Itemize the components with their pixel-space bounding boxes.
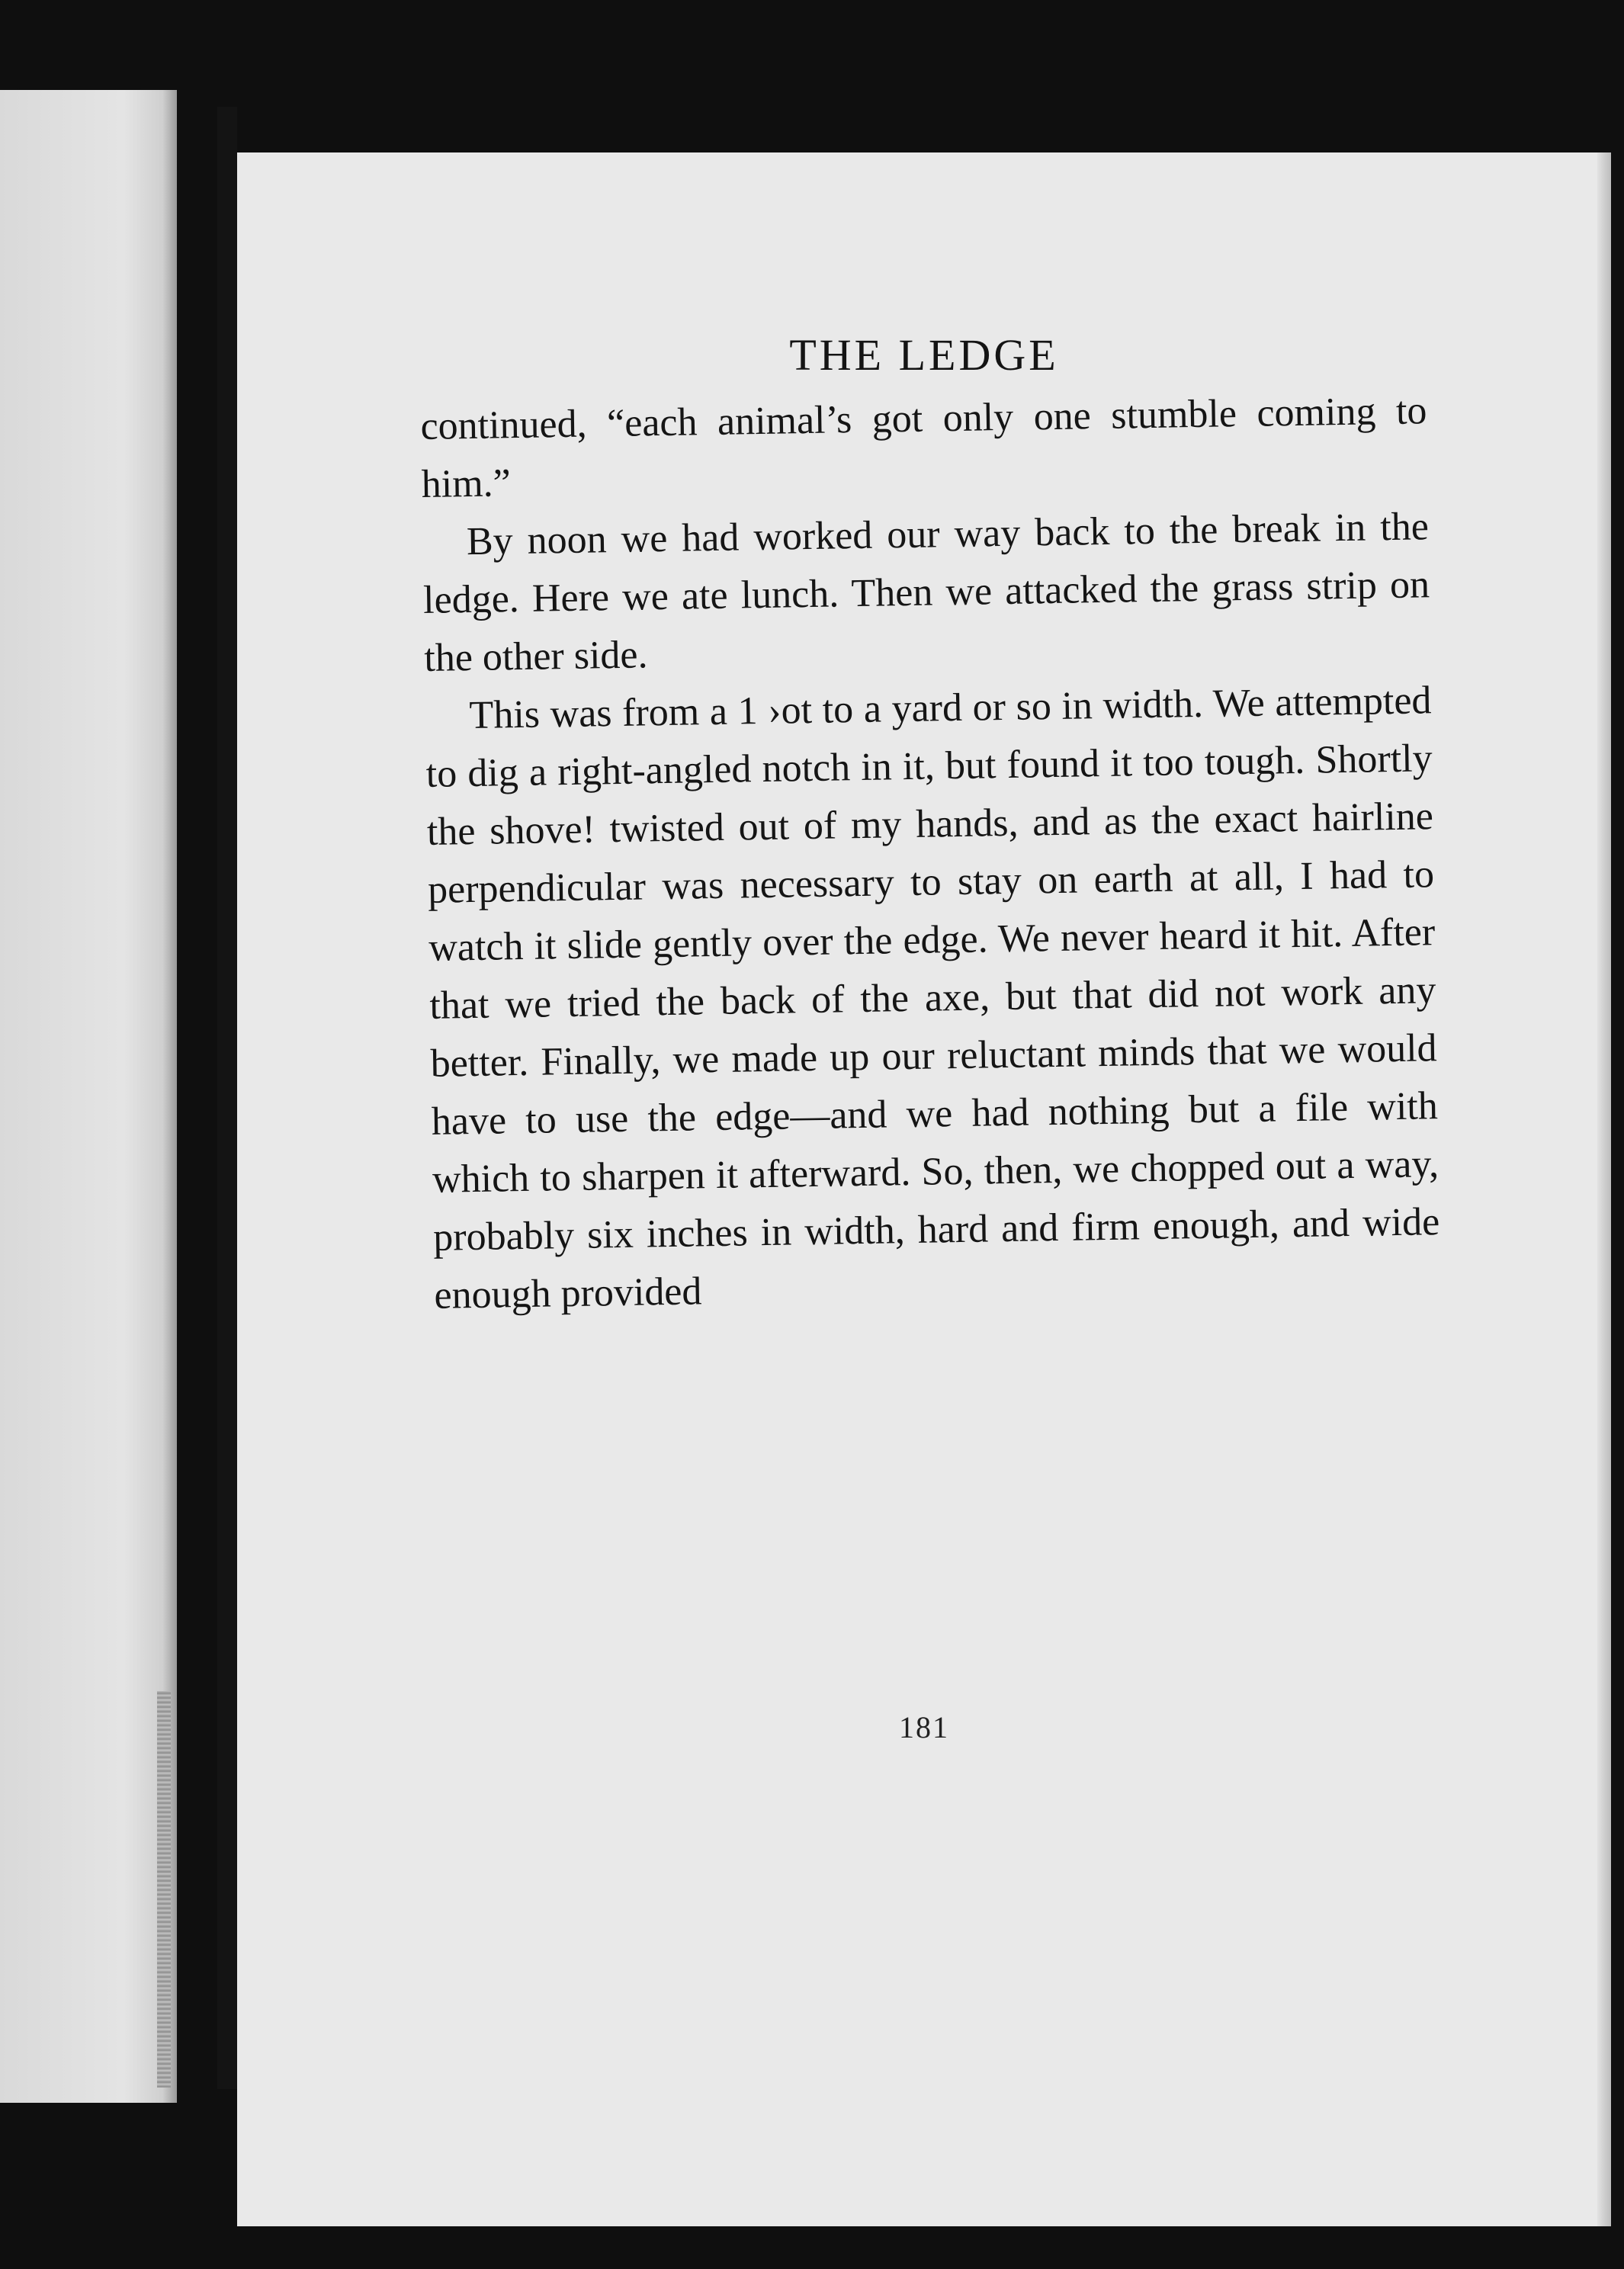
previous-page-edge [0,90,177,2103]
running-head: THE LEDGE [789,330,1059,380]
page-number: 181 [899,1710,949,1744]
body-text [420,382,1441,1325]
book-gutter [217,107,237,2089]
paragraph: By noon we had worked our way back to the break in the ledge. Here we ate lunch. Then we attacked the grass strip on the other side. [422,505,1430,680]
paragraph-continued: continued, “each animal’s got only one stumble coming to him.” [420,389,1427,506]
book-page [237,152,1611,2226]
paragraph: This was from a 1 ›ot to a yard or so in width. We attempted to dig a right-angled notch in it, but found it too tough. Shortly the shove! twisted out of my hands, and as the exact hairline perpendicular was necessary to stay on earth at all, I had to watch it slide gently over the edge. We never heard it hit. After that we tried the back of the axe, but that did not work any better. Finally, we made up our reluctant minds that we would have to use the edge—and we had nothing but a file with which to sharpen it afterward. So, then, we chopped out a way, probably six inches in width, hard and firm enough, and wide enough provided [425,679,1440,1317]
